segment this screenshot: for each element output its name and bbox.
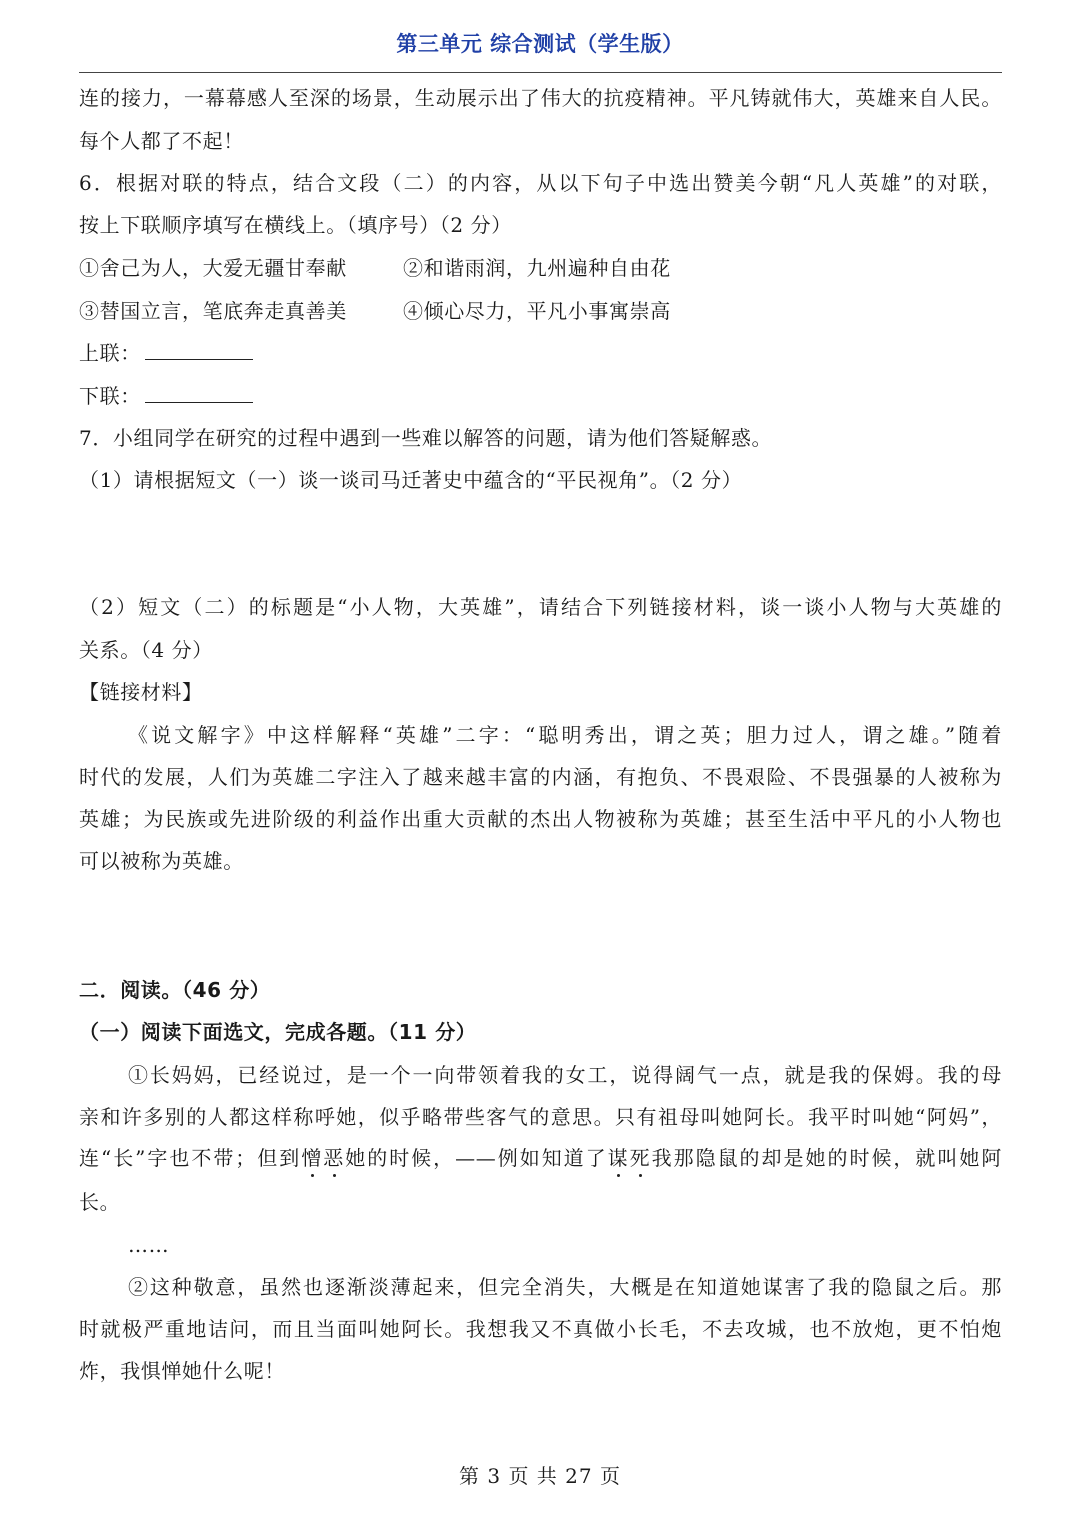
passage-paragraph-2: 炸，我惧惮她什么呢！ bbox=[79, 1359, 285, 1383]
passage-paragraph-1: 长。 bbox=[79, 1190, 121, 1214]
upper-couplet-label: 上联： bbox=[79, 341, 141, 365]
question-6-stem: 按上下联顺序填写在横线上。（填序号）（2 分） bbox=[79, 213, 512, 237]
question-6-options-row bbox=[79, 297, 1002, 325]
section-2-title: 二．阅读。（46 分） bbox=[79, 978, 271, 1002]
question-7-stem: 7．小组同学在研究的过程中遇到一些难以解答的问题，请为他们答疑解惑。 bbox=[79, 426, 773, 450]
option-4: ④倾心尽力，平凡小事寓崇高 bbox=[403, 299, 671, 323]
question-6-options-row bbox=[79, 254, 1002, 282]
upper-couplet-answer bbox=[79, 339, 1002, 367]
lower-couplet-blank[interactable] bbox=[145, 382, 253, 403]
header-divider bbox=[79, 72, 1002, 73]
intro-line: 每个人都了不起！ bbox=[79, 129, 244, 153]
emphasis-dot-char: 谋 bbox=[607, 1146, 630, 1170]
lower-couplet-label: 下联： bbox=[79, 384, 141, 408]
passage-paragraph-1: ①长妈妈，已经说过，是一个一向带领着我的女工，说得阔气一点，就是我的保姆。我的母 bbox=[128, 1063, 1002, 1087]
link-material-text: 《说文解字》中这样解释“英雄”二字：“聪明秀出，谓之英；胆力过人，谓之雄。”随着 bbox=[128, 723, 1002, 747]
option-3: ③替国立言，笔底奔走真善美 bbox=[79, 299, 347, 323]
question-6-stem: 6．根据对联的特点，结合文段（二）的内容，从以下句子中选出赞美今朝“凡人英雄”的对联， bbox=[79, 171, 1002, 195]
passage-paragraph-2: 时就极严重地诘问，而且当面叫她阿长。我想我又不真做小长毛，不去攻城，也不放炮，更不怕炮 bbox=[79, 1317, 1002, 1341]
link-material-text: 可以被称为英雄。 bbox=[79, 849, 244, 873]
emphasized-word bbox=[301, 1146, 345, 1170]
upper-couplet-blank[interactable] bbox=[145, 339, 253, 360]
passage-text: 她的时候，——例如知道了 bbox=[345, 1146, 608, 1170]
option-1: ①舍己为人，大爱无疆甘奉献 bbox=[79, 256, 347, 280]
reading-part-1-title: （一）阅读下面选文，完成各题。（11 分） bbox=[79, 1020, 477, 1044]
passage-text: 连“长”字也不带；但到 bbox=[79, 1146, 302, 1170]
link-material-text: 时代的发展，人们为英雄二字注入了越来越丰富的内涵，有抱负、不畏艰险、不畏强暴的人被称为 bbox=[79, 765, 1002, 789]
link-material-text: 英雄；为民族或先进阶级的利益作出重大贡献的杰出人物被称为英雄；甚至生活中平凡的小人物也 bbox=[79, 807, 1002, 831]
emphasis-dot-char: 死 bbox=[629, 1146, 652, 1170]
emphasis-dot-char: 憎 bbox=[301, 1146, 324, 1170]
passage-paragraph-1: 亲和许多别的人都这样称呼她，似乎略带些客气的意思。只有祖母叫她阿长。我平时叫她“阿妈”， bbox=[79, 1105, 1002, 1129]
emphasized-word bbox=[608, 1146, 652, 1170]
intro-line: 连的接力，一幕幕感人至深的场景，生动展示出了伟大的抗疫精神。平凡铸就伟大，英雄来自人民。 bbox=[79, 86, 1002, 110]
question-7-sub-2: （2）短文（二）的标题是“小人物，大英雄”，请结合下列链接材料，谈一谈小人物与大英雄的 bbox=[79, 595, 1002, 619]
passage-paragraph-1 bbox=[79, 1144, 1002, 1172]
lower-couplet-answer bbox=[79, 382, 1002, 410]
question-7-sub-1: （1）请根据短文（一）谈一谈司马迁著史中蕴含的“平民视角”。（2 分） bbox=[79, 468, 743, 492]
page-number: 第 3 页 共 27 页 bbox=[459, 1464, 621, 1488]
option-2: ②和谐雨润，九州遍种自由花 bbox=[403, 256, 671, 280]
emphasis-dot-char: 恶 bbox=[323, 1146, 346, 1170]
question-7-sub-2: 关系。（4 分） bbox=[79, 638, 213, 662]
passage-ellipsis: …… bbox=[128, 1233, 170, 1257]
link-material-title: 【链接材料】 bbox=[79, 680, 203, 704]
page-header-title: 第三单元 综合测试（学生版） bbox=[396, 32, 684, 56]
passage-text: 我那隐鼠的却是她的时候，就叫她阿 bbox=[651, 1146, 1002, 1170]
passage-paragraph-2: ②这种敬意，虽然也逐渐淡薄起来，但完全消失，大概是在知道她谋害了我的隐鼠之后。那 bbox=[128, 1275, 1002, 1299]
